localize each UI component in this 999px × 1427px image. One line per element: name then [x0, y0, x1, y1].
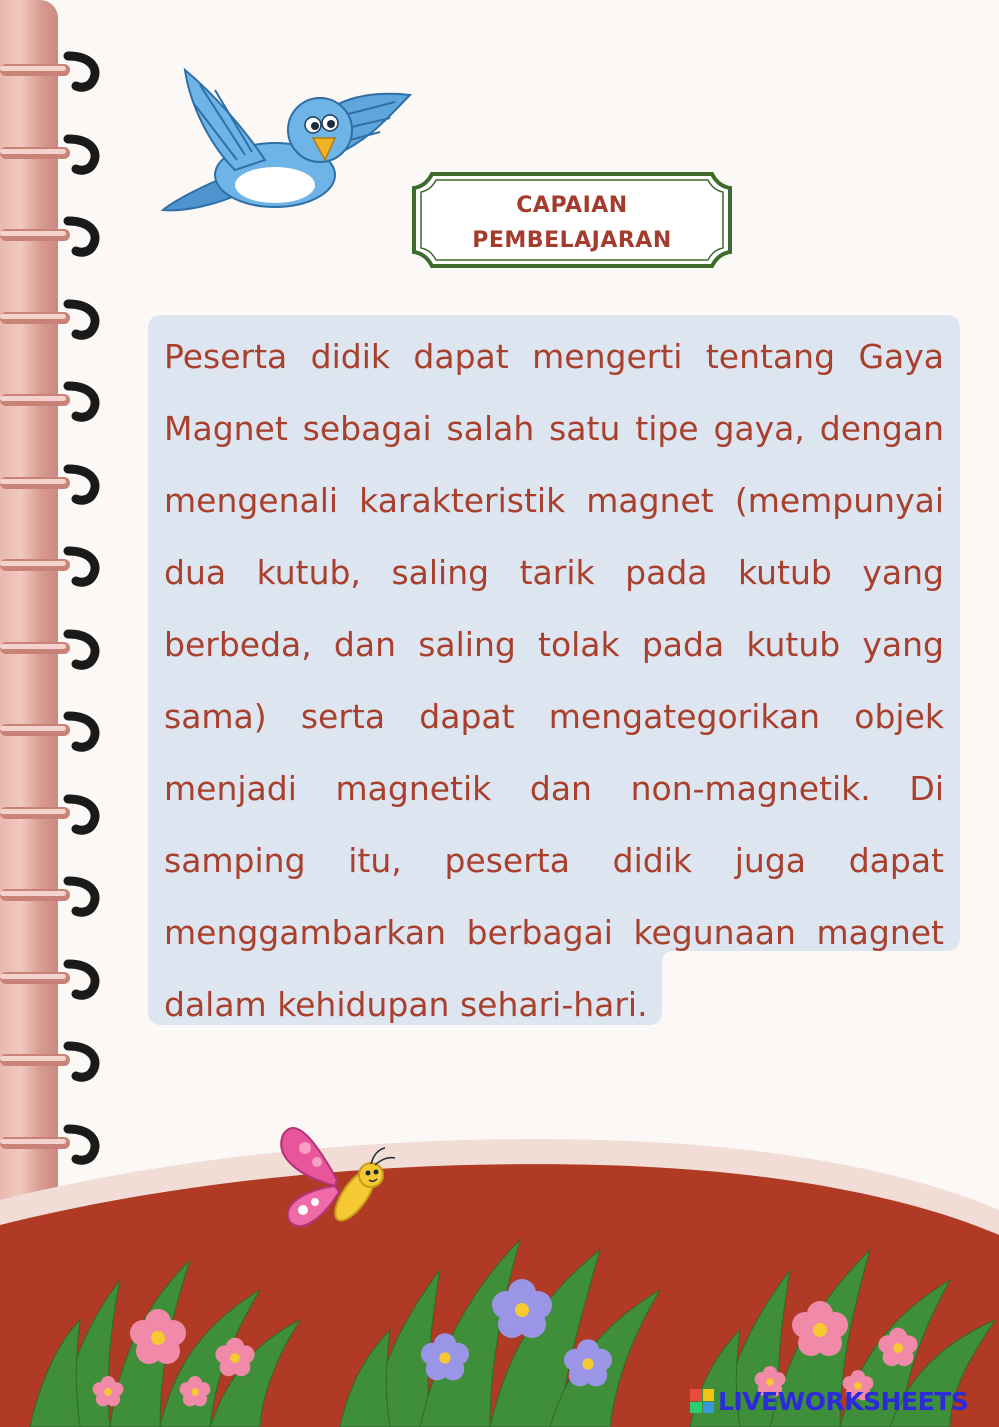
spiral-ring-icon [0, 133, 110, 175]
spiral-binding [0, 0, 110, 1210]
spiral-ring-icon [0, 628, 110, 670]
learning-outcome-box [148, 315, 960, 1025]
spiral-ring-icon [0, 50, 110, 92]
binding-strip [0, 0, 58, 1210]
butterfly-icon [275, 1120, 400, 1240]
learning-outcome-text [164, 321, 944, 1041]
paragraph: Peserta didik dapat mengerti tentang Gaya Magnet sebagai salah satu tipe gaya, dengan mengenali karakteristik magnet (mempunyai dua kutub, saling tarik pada kutub yang berbeda, dan saling tolak pada kutub yang sama) serta dapat mengategorikan objek menjadi magnetik dan non-magnetik. Di samping itu, peserta didik juga dapat menggambarkan berbagai kegunaan magnet [164, 337, 944, 952]
paragraph-last-line: dalam kehidupan sehari-hari. [164, 985, 648, 1024]
spiral-ring-icon [0, 1040, 110, 1082]
spiral-ring-icon [0, 958, 110, 1000]
spiral-ring-icon [0, 545, 110, 587]
spiral-ring-icon [0, 463, 110, 505]
badge-line-1: CAPAIAN [516, 193, 628, 218]
spiral-ring-icon [0, 298, 110, 340]
watermark-text: LIVEWORKSHEETS [718, 1386, 969, 1416]
bird-icon [155, 60, 415, 220]
liveworksheets-logo-icon [690, 1389, 714, 1413]
spiral-ring-icon [0, 215, 110, 257]
spiral-ring-icon [0, 875, 110, 917]
spiral-ring-icon [0, 793, 110, 835]
badge-line-2: PEMBELAJARAN [472, 228, 672, 253]
badge-title [410, 188, 734, 258]
spiral-ring-icon [0, 710, 110, 752]
liveworksheets-watermark [690, 1387, 968, 1415]
title-badge [410, 170, 734, 270]
spiral-ring-icon [0, 380, 110, 422]
flower-ground [0, 1130, 999, 1427]
